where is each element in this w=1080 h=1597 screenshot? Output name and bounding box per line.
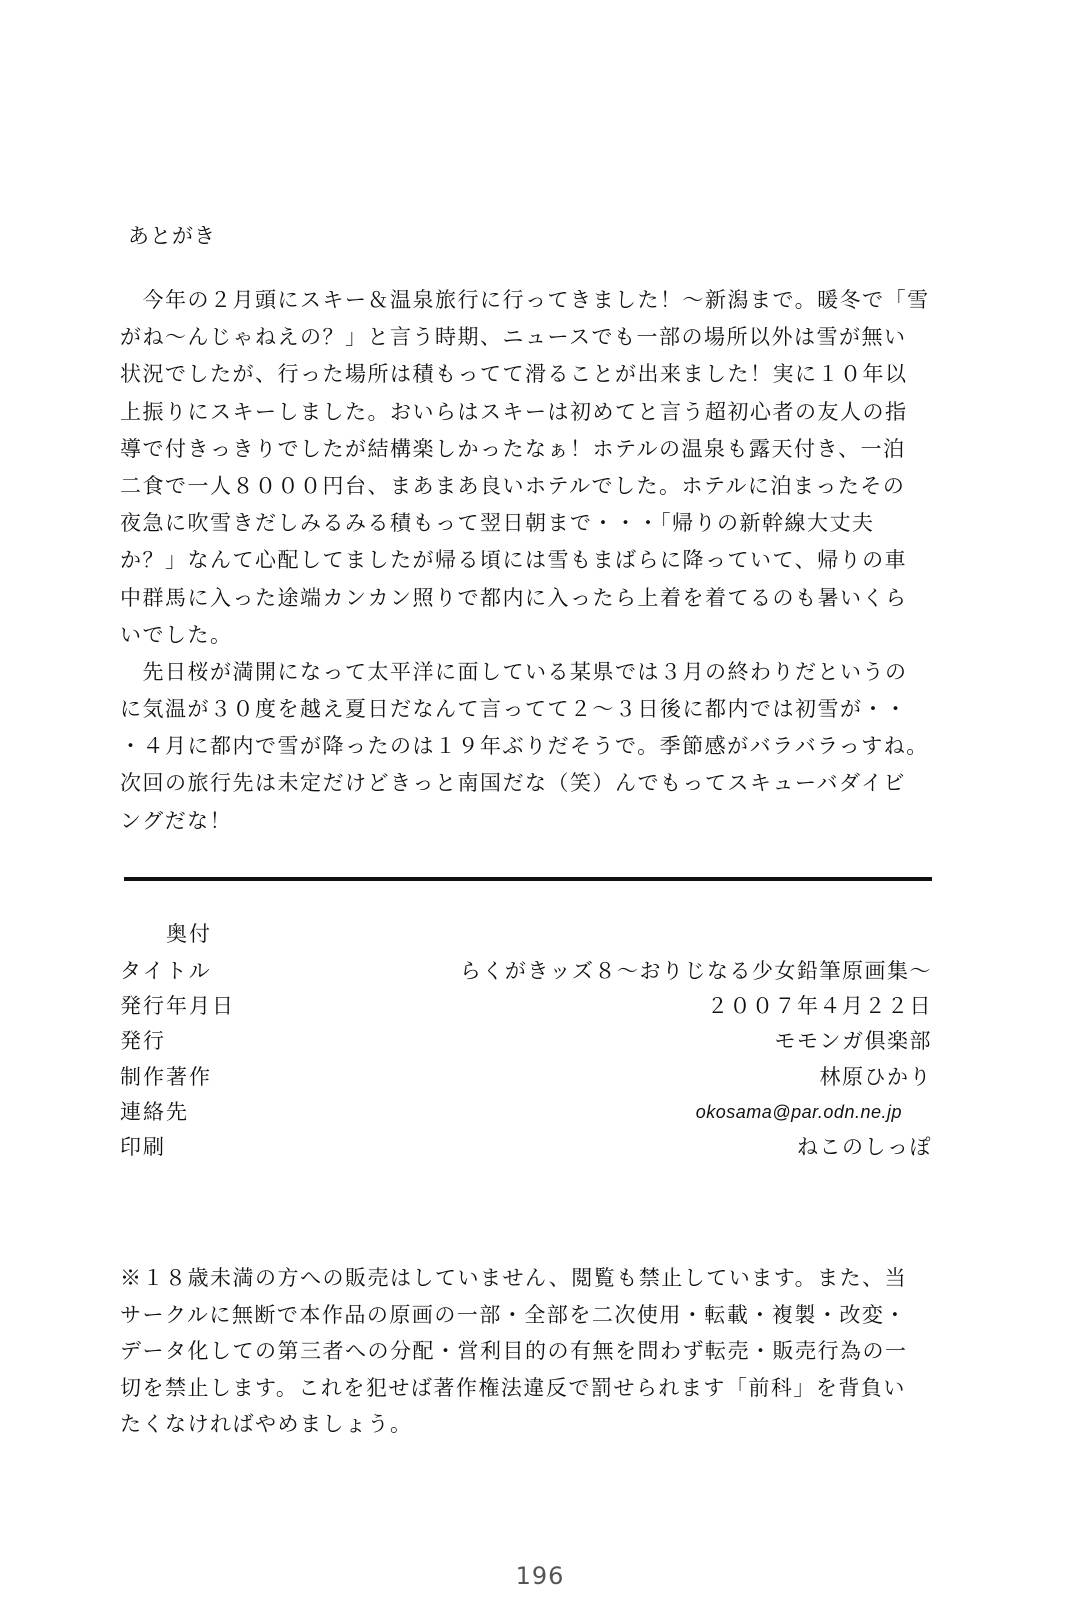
afterword-body [120, 282, 940, 840]
notice-line: 切を禁止します。これを犯せば著作権法違反で罰せられます「前科」を背負い [120, 1375, 906, 1400]
colophon-label: 制作著作 [120, 1064, 212, 1089]
colophon-row-publisher [120, 1024, 932, 1059]
colophon-heading: 奥付 [166, 922, 212, 946]
afterword-line: 先日桜が満開になって太平洋に面している某県では３月の終わりだというの [120, 659, 908, 684]
afterword-line: 導で付きっきりでしたが結構楽しかったなぁ！ホテルの温泉も露天付き、一泊 [120, 436, 906, 461]
afterword-line: 次回の旅行先は未定だけどきっと南国だな（笑）んでもってスキューバダイビ [120, 771, 907, 796]
afterword-line: いでした。 [120, 622, 233, 647]
afterword-line: か？」なんて心配してましたが帰る頃には雪もまばらに降っていて、帰りの車 [120, 548, 908, 573]
afterword-line: 二食で一人８０００円台、まあまあ良いホテルでした。ホテルに泊まったその [120, 473, 906, 498]
afterword-heading: あとがき [128, 224, 216, 248]
afterword-line: に気温が３０度を越え夏日だなんて言ってて２～３日後に都内では初雪が・・ [120, 697, 908, 722]
colophon-row-date [120, 989, 932, 1024]
notice-line: データ化しての第三者への分配・営利目的の有無を問わず転売・販売行為の一 [120, 1339, 908, 1363]
afterword-line: 今年の２月頭にスキー＆温泉旅行に行ってきました！～新潟まで。暖冬で「雪 [120, 288, 930, 312]
contact-email: okosama@par.odn.ne.jp [695, 1101, 902, 1122]
colophon-value: モモンガ倶楽部 [774, 1029, 932, 1054]
afterword-line: ・４月に都内で雪が降ったのは１９年ぶりだそうで。季節感がバラバラっすね。 [120, 734, 929, 759]
colophon-value: 林原ひかり [819, 1064, 932, 1089]
colophon-label: タイトル [120, 959, 212, 983]
colophon-table [120, 954, 932, 1165]
afterword-line: 状況でしたが、行った場所は積もってて滑ることが出来ました！実に１０年以 [120, 362, 908, 387]
colophon-value: らくがきッズ８～おりじなる少女鉛筆原画集～ [459, 959, 932, 983]
notice-line: ※１８歳未満の方への販売はしていません、閲覧も禁止しています。また、当 [120, 1266, 908, 1290]
colophon-label: 発行 [120, 1029, 166, 1054]
colophon-value: ２００７年４月２２日 [707, 994, 932, 1019]
section-divider [124, 877, 932, 881]
afterword-line: 上振りにスキーしました。おいらはスキーは初めてと言う超初心者の友人の指 [120, 399, 908, 424]
notice-line: たくなければやめましょう。 [120, 1412, 413, 1436]
afterword-line: ングだな！ [120, 808, 233, 833]
colophon-row-author [120, 1060, 932, 1095]
colophon-row-title [120, 954, 932, 989]
colophon-label: 連絡先 [120, 1099, 189, 1124]
afterword-line: 中群馬に入った途端カンカン照りで都内に入ったら上着を着てるのも暑いくら [120, 585, 908, 610]
colophon-label: 発行年月日 [120, 994, 235, 1019]
afterword-line: 夜急に吹雪きだしみるみる積もって翌日朝まで・・・「帰りの新幹線大丈夫 [120, 511, 875, 536]
afterword-line: がね～んじゃねえの？」と言う時期、ニュースでも一部の場所以外は雪が無い [120, 325, 907, 350]
colophon-row-contact [120, 1095, 932, 1130]
colophon-value: ねこのしっぽ [797, 1134, 932, 1159]
notice-line: サークルに無断で本作品の原画の一部・全部を二次使用・転載・複製・改変・ [120, 1302, 907, 1327]
colophon-row-printer [120, 1130, 932, 1165]
legal-notice [120, 1260, 932, 1443]
colophon-label: 印刷 [120, 1134, 166, 1159]
page-number: 196 [515, 1562, 565, 1590]
